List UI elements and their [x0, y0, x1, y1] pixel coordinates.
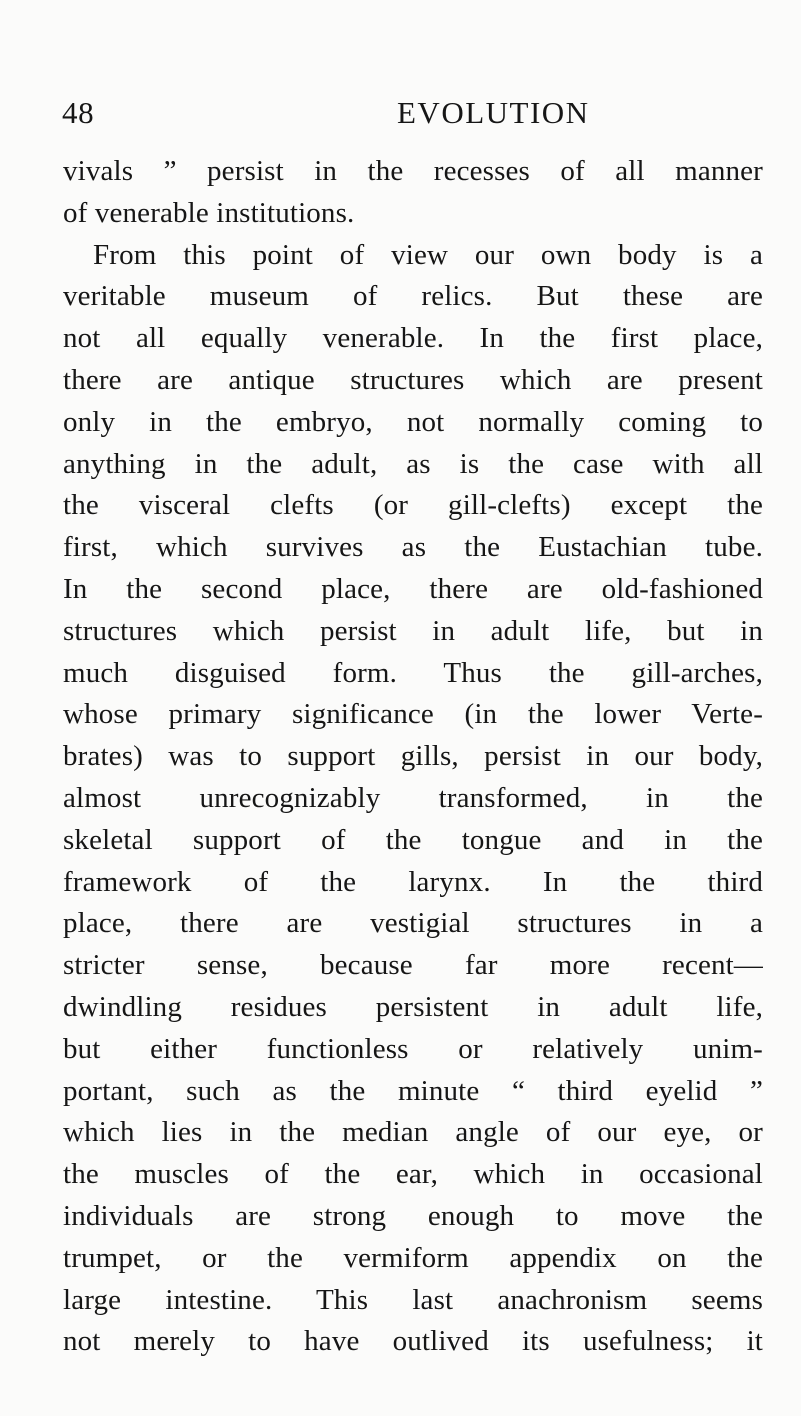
text-line: framework of the larynx. In the third [63, 865, 763, 898]
text-line: veritable museum of relics. But these are [63, 280, 763, 313]
running-head: EVOLUTION [397, 95, 590, 130]
page-header [62, 90, 762, 136]
text-line: of venerable institutions. [63, 196, 355, 229]
text-line: much disguised form. Thus the gill-arches, [63, 656, 763, 689]
text-line: portant, such as the minute “ third eyelid ” [63, 1074, 763, 1107]
text-line: stricter sense, because far more recent— [63, 949, 763, 982]
text-line: not merely to have outlived its usefulness; it [63, 1325, 763, 1358]
body-text [63, 151, 763, 1363]
text-line: only in the embryo, not normally coming to [63, 405, 763, 438]
text-line: structures which persist in adult life, but in [63, 614, 763, 647]
text-line: there are antique structures which are present [63, 363, 763, 396]
text-line: dwindling residues persistent in adult life, [63, 990, 763, 1023]
text-line: skeletal support of the tongue and in the [63, 823, 763, 856]
text-line: not all equally venerable. In the first place, [63, 322, 763, 355]
text-line: which lies in the median angle of our eye, or [63, 1116, 763, 1149]
text-line: vivals ” persist in the recesses of all manner [63, 155, 763, 187]
text-line: first, which survives as the Eustachian tube. [63, 531, 763, 564]
text-line: large intestine. This last anachronism seems [63, 1283, 763, 1316]
text-line: the visceral clefts (or gill-clefts) except the [63, 489, 763, 522]
text-line: anything in the adult, as is the case with all [63, 447, 763, 480]
text-line: brates) was to support gills, persist in our body, [63, 740, 763, 773]
text-line: almost unrecognizably transformed, in the [63, 781, 763, 814]
text-line: In the second place, there are old-fashioned [63, 572, 763, 605]
text-line: whose primary significance (in the lower Verte- [63, 698, 763, 731]
text-line: the muscles of the ear, which in occasional [63, 1158, 763, 1191]
text-line: trumpet, or the vermiform appendix on the [63, 1241, 763, 1274]
paragraph-first-line: From this point of view our own body is a [93, 238, 763, 271]
page-number: 48 [62, 95, 95, 130]
text-line: individuals are strong enough to move the [63, 1199, 763, 1232]
text-line: but either functionless or relatively unim- [63, 1032, 763, 1065]
text-line: place, there are vestigial structures in a [63, 907, 763, 940]
